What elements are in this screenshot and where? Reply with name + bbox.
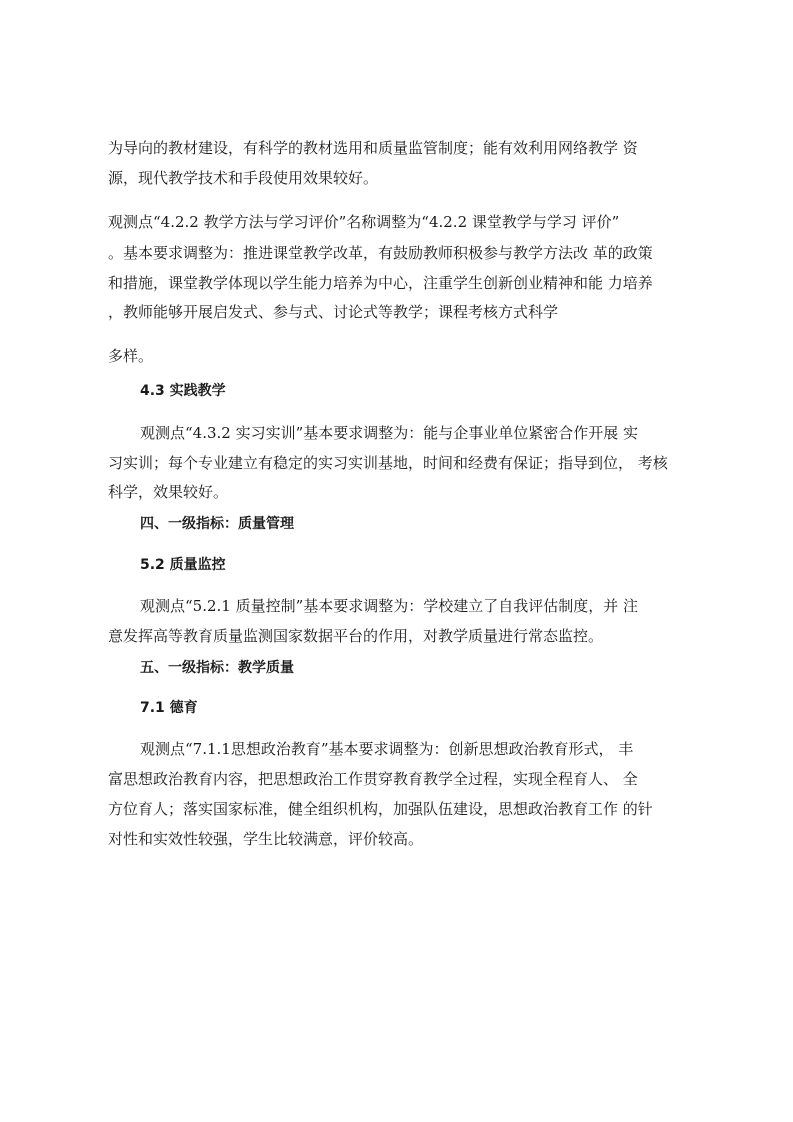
paragraph-line: 观测点“4.3.2 实习实训”基本要求调整为：能与企事业单位紧密合作开展 实 bbox=[140, 424, 639, 442]
section-heading: 四、一级指标：质量管理 bbox=[140, 516, 294, 532]
section-heading: 五、一级指标：教学质量 bbox=[140, 660, 294, 676]
paragraph-line: 为导向的教材建设，有科学的教材选用和质量监管制度；能有效利用网络教学 资 bbox=[108, 139, 638, 157]
paragraph-line: 观测点“7.1.1思想政治教育”基本要求调整为：创新思想政治教育形式， 丰 bbox=[140, 740, 634, 758]
paragraph-line: 对性和实效性较强，学生比较满意，评价较高。 bbox=[108, 830, 424, 848]
paragraph-line: 源，现代教学技术和手段使用效果较好。 bbox=[108, 169, 379, 187]
paragraph-line: 科学，效果较好。 bbox=[108, 483, 229, 501]
paragraph-line: 习实训；每个专业建立有稳定的实习实训基地，时间和经费有保证；指导到位， 考核 bbox=[108, 454, 668, 472]
section-heading: 5.2 质量监控 bbox=[140, 557, 226, 573]
section-heading: 7.1 德育 bbox=[140, 700, 198, 716]
paragraph-line: 多样。 bbox=[108, 347, 154, 365]
paragraph-line: 观测点“4.2.2 教学方法与学习评价”名称调整为“4.2.2 课堂教学与学习 评价” bbox=[108, 213, 620, 231]
paragraph-line: 和措施，课堂教学体现以学生能力培养为中心，注重学生创新创业精神和能 力培养 bbox=[108, 274, 653, 292]
paragraph-line: 方位育人；落实国家标准，健全组织机构，加强队伍建设，思想政治教育工作 的针 bbox=[108, 800, 653, 818]
paragraph-line: 观测点“5.2.1 质量控制”基本要求调整为：学校建立了自我评估制度，并 注 bbox=[140, 597, 639, 615]
paragraph-line: 。基本要求调整为：推进课堂教学改革，有鼓励教师积极参与教学方法改 革的政策 bbox=[108, 244, 653, 262]
paragraph-line: 意发挥高等教育质量监测国家数据平台的作用，对教学质量进行常态监控。 bbox=[108, 627, 604, 645]
paragraph-line: 富思想政治教育内容，把思想政治工作贯穿教育教学全过程，实现全程育人、 全 bbox=[108, 770, 638, 788]
paragraph-line: ，教师能够开展启发式、参与式、讨论式等教学；课程考核方式科学 bbox=[108, 303, 559, 321]
section-heading: 4.3 实践教学 bbox=[140, 383, 226, 399]
